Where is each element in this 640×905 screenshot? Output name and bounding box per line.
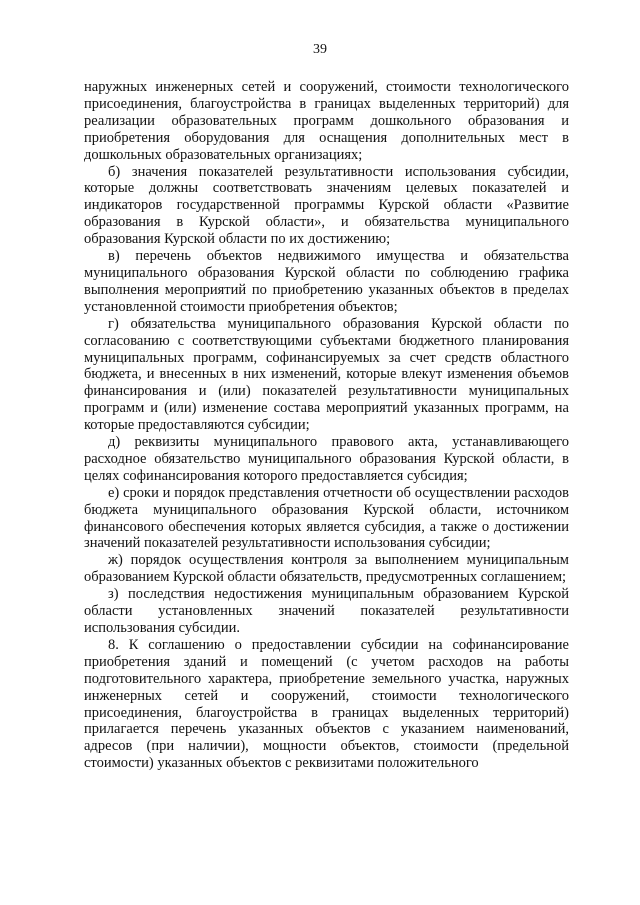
paragraph-continuation: наружных инженерных сетей и сооружений, стоимости технологического присоединения, благоустройства в границах выделенных территорий) для реализации образовательных программ дошкольного образования и приобретения оборудования для оснащения дополнительных мест в дошкольных образовательных организациях; — [84, 79, 569, 163]
paragraph-item-z: з) последствия недостижения муниципальным образованием Курской области установленных значений показателей результативности использования субсидии. — [84, 586, 569, 636]
paragraph-item-e: е) сроки и порядок представления отчетности об осуществлении расходов бюджета муниципального образования Курской области, источником финансового обеспечения которых является субсидия, а также о достижении значений показателей результативности использования субсидии; — [84, 484, 569, 552]
paragraph-item-b: б) значения показателей результативности использования субсидии, которые должны соответствовать значениям целевых показателей и индикаторов государственной программы Курской области «Развитие образования в Курской области», и обязательства муниципального образования Курской области по их достижению; — [84, 163, 569, 248]
paragraph-section-8: 8. К соглашению о предоставлении субсидии на софинансирование приобретения зданий и помещений (с учетом расходов на работы подготовительного характера, приобретение земельного участка, наружных инженерных сетей и сооружений, стоимости технологического присоединения, благоустройства в границах выделенных территорий) прилагается перечень указанных объектов с указанием наименований, адресов (при наличии), мощности объектов, стоимости (предельной стоимости) указанных объектов с реквизитами положительного — [84, 636, 569, 772]
paragraph-item-g: г) обязательства муниципального образования Курской области по согласованию с соответствующими субъектами бюджетного планирования муниципальных программ, софинансируемых за счет средств областного бюджета, и внесенных в них изменений, которые влекут изменения объемов финансирования и (или) показателей результативности муниципальных программ и (или) изменение состава мероприятий указанных программ, на которые предоставляются субсидии; — [84, 315, 569, 434]
paragraph-item-v: в) перечень объектов недвижимого имущества и обязательства муниципального образования Курской области по соблюдению графика выполнения мероприятий по приобретению указанных объектов в пределах установленной стоимости приобретения объектов; — [84, 248, 569, 315]
paragraph-item-d: д) реквизиты муниципального правового акта, устанавливающего расходное обязательство муниципального образования Курской области, в целях софинансирования которого предоставляется субсидия; — [84, 434, 569, 484]
page-number: 39 — [313, 42, 327, 57]
body-text — [84, 79, 569, 772]
paragraph-item-zh: ж) порядок осуществления контроля за выполнением муниципальным образованием Курской области обязательств, предусмотренных соглашением; — [84, 552, 569, 586]
